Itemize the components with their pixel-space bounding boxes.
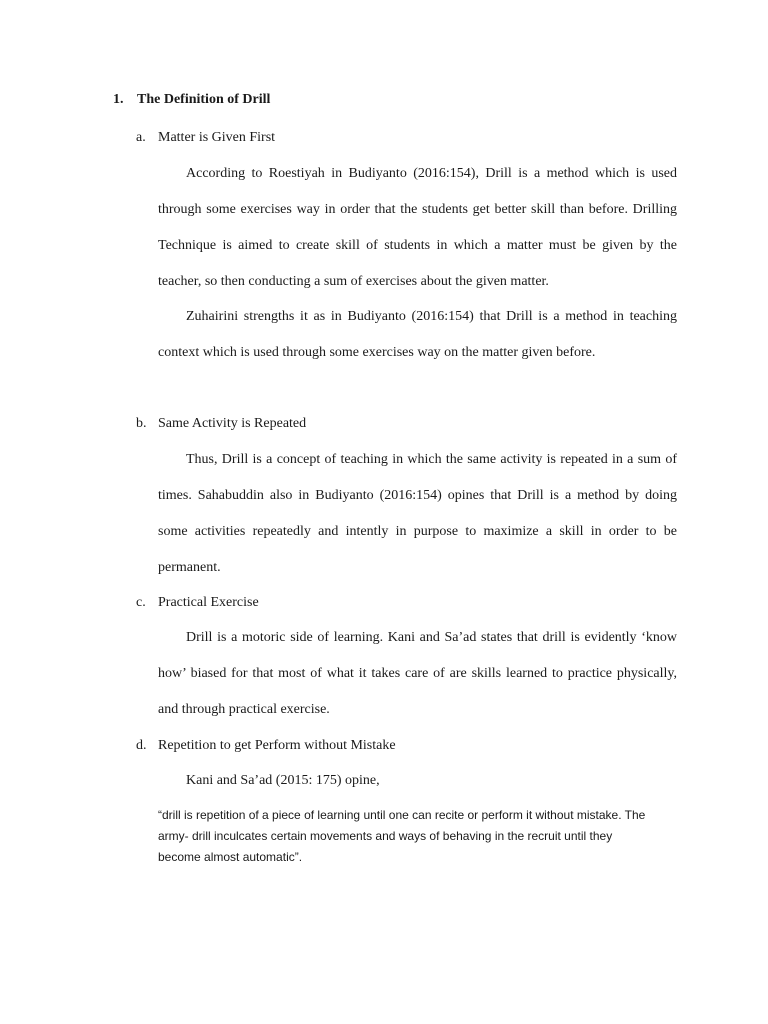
paragraph-a-2: Zuhairini strengths it as in Budiyanto (2016:154) that Drill is a method in teaching context which is used through some exercises way on the matter given before. — [158, 309, 677, 360]
block-quote: “drill is repetition of a piece of learning until one can recite or perform it without mistake. The army- drill inculcates certain movements and ways of behaving in the recruit until they become almost automatic”. — [158, 808, 646, 864]
subheading-c — [136, 595, 259, 611]
paragraph-b-1: Thus, Drill is a concept of teaching in which the same activity is repeated in a sum of times. Sahabuddin also in Budiyanto (2016:154) opines that Drill is a method by doing some activities repeatedly and intently in purpose to maximize a skill in order to be permanent. — [158, 452, 677, 575]
paragraph-c-1: Drill is a motoric side of learning. Kani and Sa’ad states that drill is evidently ‘know how’ biased for that most of what it takes care of are skills learned to practice physically, and through practical exercise. — [158, 630, 677, 717]
subheading-title: Practical Exercise — [158, 595, 259, 610]
quote-intro: Kani and Sa’ad (2015: 175) opine, — [186, 773, 380, 788]
subheading-d — [136, 738, 396, 754]
subheading-title: Repetition to get Perform without Mistake — [158, 738, 396, 753]
subheading-a — [136, 130, 275, 146]
section-heading — [113, 92, 270, 108]
subheading-letter: a. — [136, 130, 146, 145]
subheading-letter: b. — [136, 416, 147, 431]
paragraph-a-1: According to Roestiyah in Budiyanto (2016:154), Drill is a method which is used through some exercises way in order that the students get better skill than before. Drilling Technique is aimed to create skill of students in which a matter must be given by the teacher, so then conducting a sum of exercises about the given matter. — [158, 166, 677, 289]
subheading-letter: d. — [136, 738, 147, 753]
subheading-letter: c. — [136, 595, 146, 610]
subheading-title: Matter is Given First — [158, 130, 276, 145]
subheading-title: Same Activity is Repeated — [158, 416, 307, 431]
subheading-b — [136, 416, 306, 432]
heading-title: The Definition of Drill — [137, 92, 271, 107]
heading-number: 1. — [113, 92, 124, 107]
